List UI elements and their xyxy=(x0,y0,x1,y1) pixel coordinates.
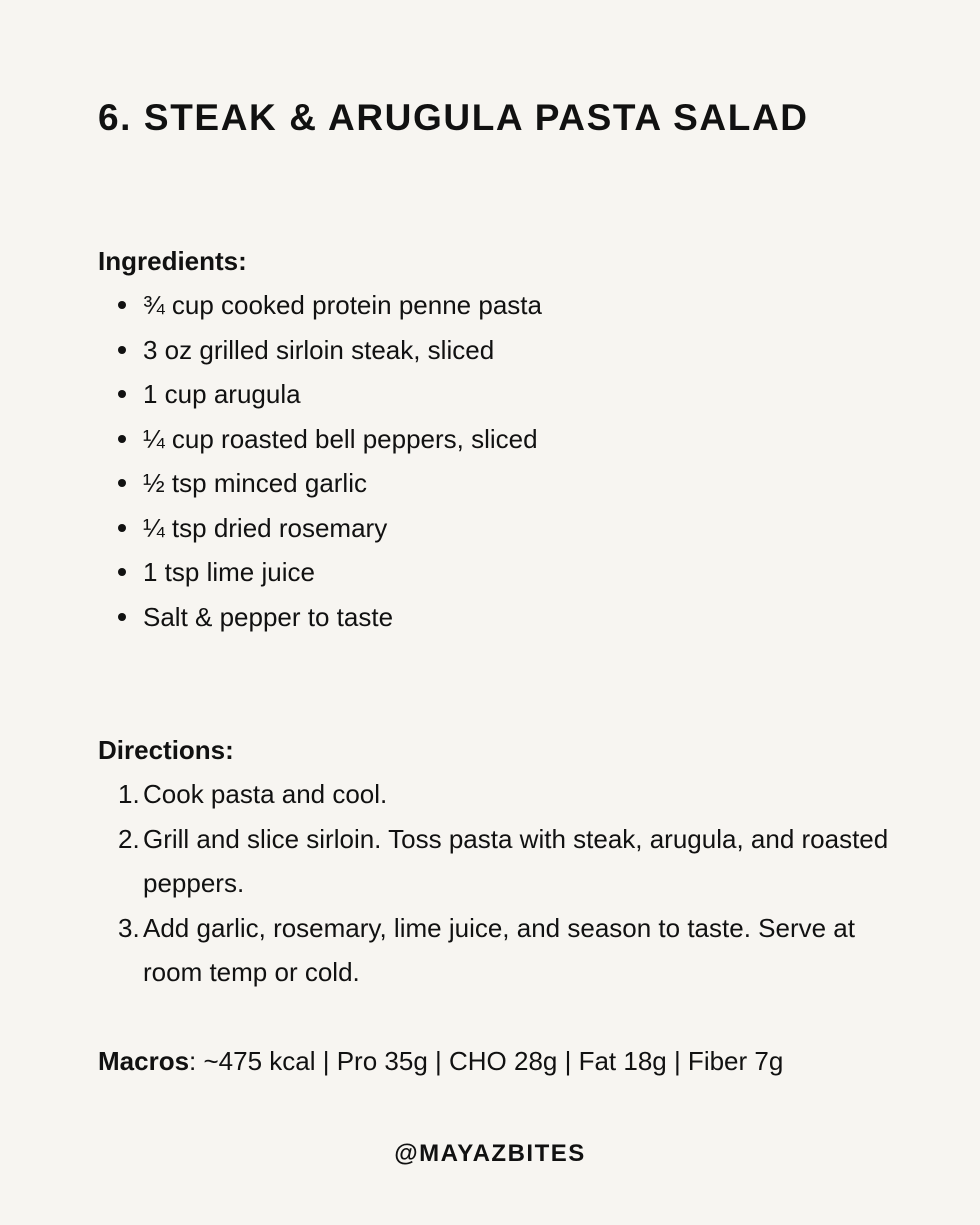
direction-step xyxy=(98,906,898,995)
directions-heading: Directions: xyxy=(98,735,234,765)
ingredient-text: ¼ cup roasted bell peppers, sliced xyxy=(143,423,538,454)
step-text: Grill and slice sirloin. Toss pasta with steak, arugula, and roasted peppers. xyxy=(143,823,889,898)
bullet-icon xyxy=(118,390,126,398)
ingredient-text: 1 cup arugula xyxy=(143,379,301,409)
recipe-title: 6. STEAK & ARUGULA PASTA SALAD xyxy=(98,97,809,138)
step-text: Cook pasta and cool. xyxy=(143,779,388,809)
bullet-icon xyxy=(118,346,126,354)
macros-values: : ~475 kcal | Pro 35g | CHO 28g | Fat 18g | Fiber 7g xyxy=(189,1046,784,1076)
ingredients-heading: Ingredients: xyxy=(98,246,247,276)
step-number: 1. xyxy=(118,779,140,809)
macros-label: Macros xyxy=(98,1046,190,1076)
bullet-icon xyxy=(118,479,126,487)
ingredient-item xyxy=(98,328,898,373)
ingredient-item xyxy=(98,417,898,462)
ingredient-text: 1 tsp lime juice xyxy=(143,557,315,587)
ingredient-item xyxy=(98,506,898,551)
directions-list xyxy=(98,772,898,995)
ingredient-text: ¾ cup cooked protein penne pasta xyxy=(143,290,542,320)
step-text: Add garlic, rosemary, lime juice, and season to taste. Serve at room temp or cold. xyxy=(143,912,855,987)
ingredient-item xyxy=(98,550,898,595)
direction-step xyxy=(98,772,898,817)
direction-step xyxy=(98,817,898,906)
bullet-icon xyxy=(118,435,126,443)
bullet-icon xyxy=(118,613,126,621)
ingredient-text: Salt & pepper to taste xyxy=(143,601,394,632)
ingredient-item xyxy=(98,372,898,417)
macros-line xyxy=(98,1039,783,1083)
step-number: 3. xyxy=(118,912,140,943)
bullet-icon xyxy=(118,568,126,576)
bullet-icon xyxy=(118,301,126,309)
ingredient-text: 3 oz grilled sirloin steak, sliced xyxy=(143,334,495,365)
ingredient-item xyxy=(98,461,898,506)
ingredient-item xyxy=(98,283,898,328)
ingredients-list xyxy=(98,283,898,639)
ingredient-text: ½ tsp minced garlic xyxy=(143,468,367,498)
step-number: 2. xyxy=(118,823,140,854)
bullet-icon xyxy=(118,524,126,532)
ingredient-text: ¼ tsp dried rosemary xyxy=(143,512,388,543)
author-handle: @MAYAZBITES xyxy=(394,1140,586,1167)
ingredient-item xyxy=(98,595,898,640)
